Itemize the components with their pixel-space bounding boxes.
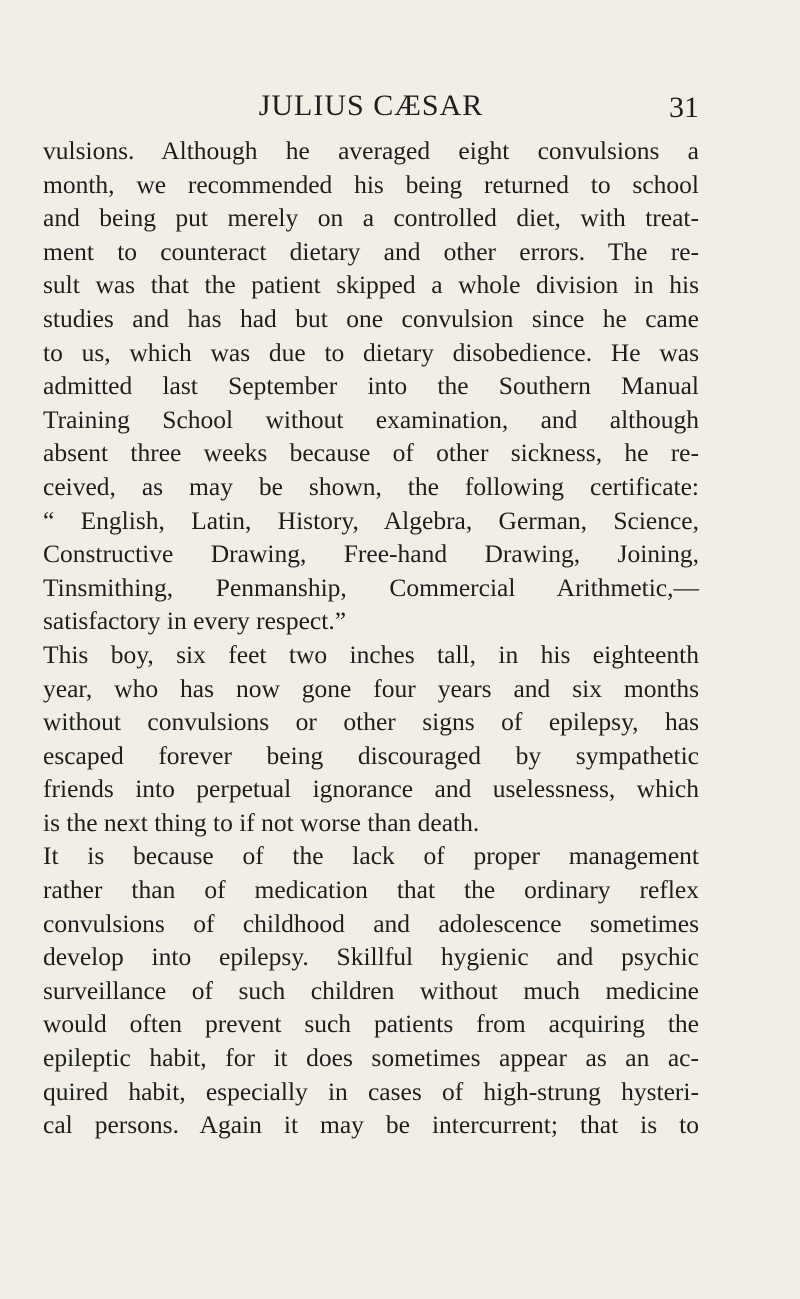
text-line: sult was that the patient skipped a whole division in his (43, 270, 699, 300)
text-line: studies and has had but one convulsion since he came (43, 303, 699, 333)
text-line: Tinsmithing, Penmanship, Commercial Arithmetic,— (43, 572, 699, 602)
body-text (43, 134, 699, 1142)
text-line: would often prevent such patients from acquiring the (43, 1009, 699, 1039)
text-line: year, who has now gone four years and six months (43, 673, 699, 703)
text-line: This boy, six feet two inches tall, in his eighteenth (43, 639, 699, 669)
text-line: convulsions of childhood and adolescence sometimes (43, 908, 699, 938)
text-line: ment to counteract dietary and other errors. The re- (43, 236, 699, 266)
text-line: ceived, as may be shown, the following certificate: (43, 471, 699, 501)
text-line: escaped forever being discouraged by sympathetic (43, 740, 699, 770)
text-line: without convulsions or other signs of epilepsy, has (43, 707, 699, 737)
text-line: friends into perpetual ignorance and uselessness, which (43, 774, 699, 804)
page-number: 31 (669, 91, 699, 124)
text-line: and being put merely on a controlled diet, with treat- (43, 203, 699, 233)
text-line: surveillance of such children without much medicine (43, 975, 699, 1005)
text-line: absent three weeks because of other sickness, he re- (43, 438, 699, 468)
text-line: admitted last September into the Southern Manual (43, 371, 699, 401)
text-line: vulsions. Although he averaged eight convulsions a (43, 136, 699, 165)
text-line: Training School without examination, and although (43, 404, 699, 434)
text-line: rather than of medication that the ordinary reflex (43, 875, 699, 905)
text-line: quired habit, especially in cases of high-strung hysteri- (43, 1076, 699, 1106)
running-head: JULIUS CÆSAR (258, 89, 484, 122)
page-header (43, 86, 699, 126)
text-line: is the next thing to if not worse than death. (43, 807, 480, 837)
text-line: “ English, Latin, History, Algebra, German, Science, (43, 505, 699, 535)
text-line: develop into epilepsy. Skillful hygienic and psychic (43, 942, 699, 972)
text-line: satisfactory in every respect.” (43, 606, 347, 636)
text-line: month, we recommended his being returned to school (43, 169, 699, 199)
text-line: Constructive Drawing, Free-hand Drawing, Joining, (43, 539, 699, 569)
text-line: It is because of the lack of proper management (43, 841, 699, 871)
text-line: cal persons. Again it may be intercurrent; that is to (43, 1110, 699, 1140)
text-line: to us, which was due to dietary disobedience. He was (43, 337, 699, 367)
text-line: epileptic habit, for it does sometimes appear as an ac- (43, 1043, 699, 1073)
